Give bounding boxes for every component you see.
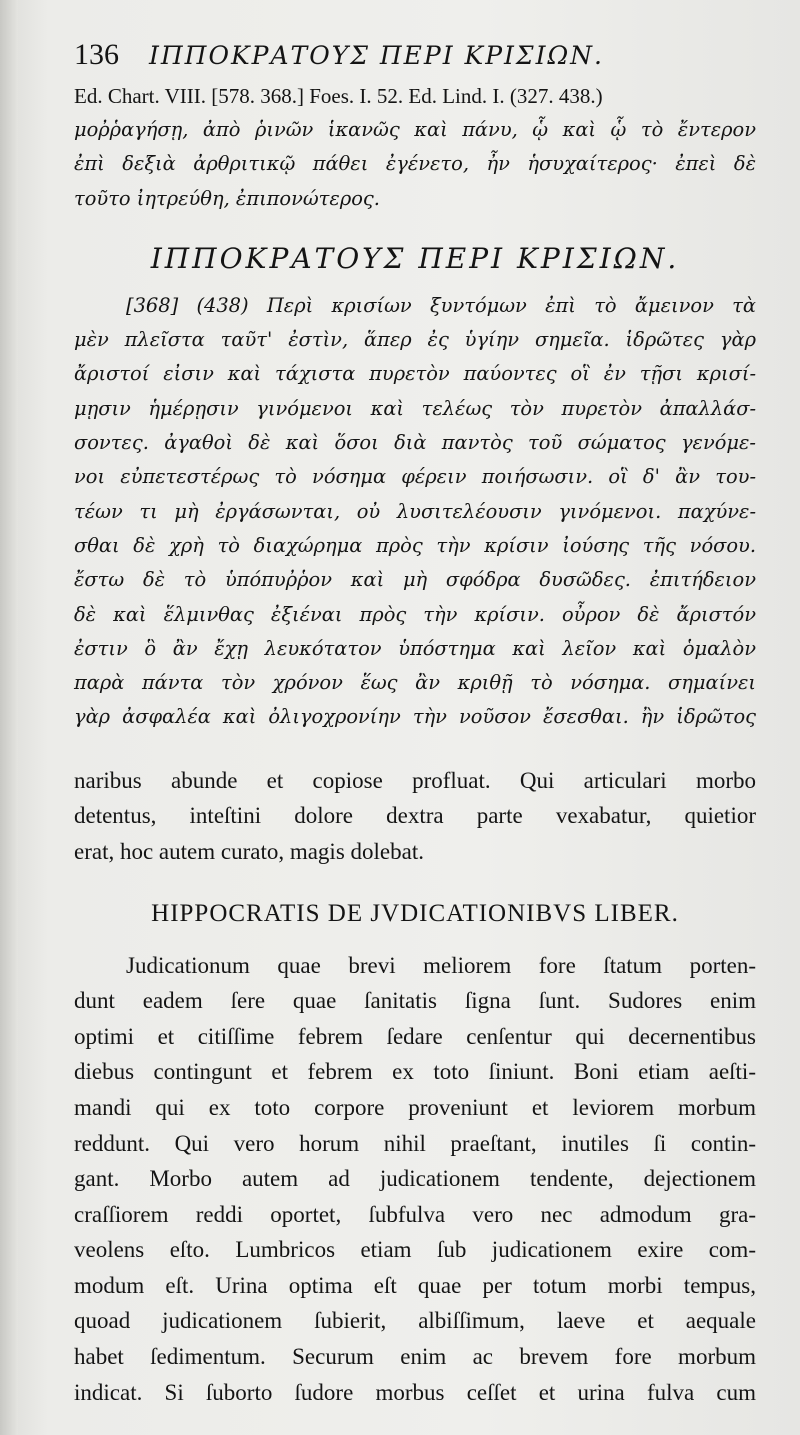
latin-line: indicat. Si ſuborto ſudore morbus ceſſet et urina fulva cum	[74, 1379, 756, 1405]
latin-line: optimi et citiſſime febrem ſedare cenſentur qui decernentibus	[74, 1023, 756, 1049]
latin-line: reddunt. Qui vero horum nihil praeſtant, inutiles ſi contin-	[74, 1130, 756, 1156]
greek-line: δὲ καὶ ἕλμινθας ἐξιέναι πρὸς τὴν κρίσιν. οὖρον δὲ ἄριστόν	[74, 602, 756, 626]
running-title: ΙΠΠΟΚΡΑΤΟΥΣ ΠΕΡΙ ΚΡΙΣΙΩΝ.	[149, 41, 604, 70]
latin-continuation-text	[74, 763, 756, 870]
latin-line: modum eſt. Urina optima eſt quae per totum morbi tempus,	[74, 1272, 756, 1298]
latin-line: veolens eſto. Lumbricos etiam ſub judicationem exire com-	[74, 1237, 756, 1263]
greek-line: τέων τι μὴ ἐργάσωνται, οὐ λυσιτελέουσιν γινόμενοι. παχύνε-	[74, 499, 756, 523]
greek-line: [368] (438) Περὶ κρισίων ξυντόμων ἐπὶ τὸ ἄμεινον τὰ	[126, 293, 756, 317]
greek-line: ἐστιν ὃ ἂν ἔχῃ λευκότατον ὑπόστημα καὶ λεῖον καὶ ὁμαλὸν	[74, 636, 756, 660]
latin-line: craſſiorem reddi oportet, ſubfulva vero nec admodum gra-	[74, 1201, 756, 1227]
greek-line: γὰρ ἀσφαλέα καὶ ὀλιγοχρονίην τὴν νοῦσον ἔσεσθαι. ἢν ἱδρῶτος	[74, 705, 756, 729]
greek-line: μὲν πλεῖστα ταῦτ' ἐστὶν, ἅπερ ἐς ὑγίην σημεῖα. ἱδρῶτες γὰρ	[74, 328, 756, 352]
greek-section-title: ΙΠΠΟΚΡΑΤΟΥΣ ΠΕΡΙ ΚΡΙΣΙΩΝ.	[150, 241, 680, 275]
greek-line: τοῦτο ἰητρεύθη, ἐπιπονώτερος.	[74, 186, 380, 210]
greek-line: σθαι δὲ χρὴ τὸ διαχώρημα πρὸς τὴν κρίσιν ἰούσης τῆς νόσου.	[74, 533, 756, 557]
page-number: 136	[74, 38, 119, 71]
edition-reference-line: Ed. Chart. VIII. [578. 368.] Foes. I. 52. Ed. Lind. I. (327. 438.)	[74, 84, 603, 108]
latin-line: gant. Morbo autem ad judicationem tendente, dejectionem	[74, 1166, 756, 1192]
latin-line: detentus, inteſtini dolore dextra parte vexabatur, quietior	[74, 803, 756, 829]
greek-line: ἔστω δὲ τὸ ὑπόπυῤῥον καὶ μὴ σφόδρα δυσῶδες. ἐπιτήδειον	[74, 568, 756, 592]
latin-line: naribus abunde et copiose profluat. Qui articulari morbo	[74, 767, 756, 793]
latin-line: mandi qui ex toto corpore proveniunt et leviorem morbum	[74, 1094, 756, 1120]
greek-line: νοι εὐπετεστέρως τὸ νόσημα φέρειν ποιήσωσιν. οἳ δ' ἂν του-	[74, 465, 756, 489]
greek-line: μῃσιν ἡμέρῃσιν γινόμενοι καὶ τελέως τὸν πυρετὸν ἀπαλλάσ-	[74, 396, 756, 420]
greek-line: ἐπὶ δεξιὰ ἀρθριτικῷ πάθει ἐγένετο, ἦν ἡσυχαίτερος· ἐπεὶ δὲ	[74, 152, 756, 176]
latin-line: diebus contingunt et febrem ex toto ſiniunt. Boni etiam aeſti-	[74, 1059, 756, 1085]
greek-continuation-text	[74, 113, 756, 216]
greek-line: σοντες. ἀγαθοὶ δὲ καὶ ὅσοι διὰ παντὸς τοῦ σώματος γενόμε-	[74, 431, 756, 455]
greek-line: παρὰ πάντα τὸν χρόνον ἕως ἂν κριθῇ τὸ νόσημα. σημαίνει	[74, 671, 756, 695]
page-gutter-shadow	[0, 0, 18, 1435]
latin-line: habet ſedimentum. Securum enim ac brevem fore morbum	[74, 1344, 756, 1370]
greek-main-text	[74, 289, 756, 735]
running-head	[74, 38, 756, 72]
greek-line: μοῤῥαγήσῃ, ἀπὸ ῥινῶν ἱκανῶς καὶ πάνυ, ᾧ καὶ ᾧ τὸ ἔντερον	[74, 118, 756, 141]
latin-line: erat, hoc autem curato, magis dolebat.	[74, 838, 424, 864]
latin-line: Judicationum quae brevi meliorem fore ſtatum porten-	[126, 952, 756, 978]
greek-line: ἄριστοί εἰσιν καὶ τάχιστα πυρετὸν παύοντες οἳ ἐν τῇσι κρισί-	[74, 362, 756, 386]
latin-line: dunt eadem ſere quae ſanitatis ſigna ſunt. Sudores enim	[74, 988, 756, 1014]
latin-section-title: HIPPOCRATIS DE JVDICATIONIBVS LIBER.	[151, 899, 679, 927]
latin-line: quoad judicationem ſubierit, albiſſimum, laeve et aequale	[74, 1308, 756, 1334]
latin-main-text	[74, 948, 756, 1411]
